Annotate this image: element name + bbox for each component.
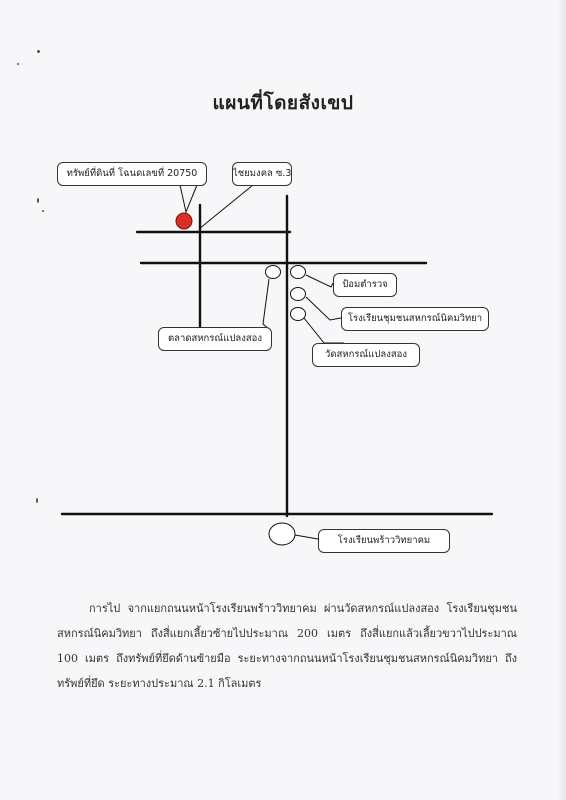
scan-speck	[37, 198, 39, 203]
temple-callout-line	[304, 318, 344, 343]
school-community-label: โรงเรียนชุมชนสหกรณ์นิคมวิทยา	[341, 307, 489, 331]
temple-circle	[291, 308, 306, 321]
scan-speck	[37, 50, 40, 53]
school-community-circle	[291, 288, 306, 301]
police-callout-line	[306, 275, 333, 287]
soi-label: ไชยมงคล ซ.3	[232, 162, 292, 186]
property-callout-line	[180, 185, 197, 212]
market-callout-line	[263, 279, 270, 330]
scan-speck	[36, 498, 38, 503]
property-marker	[176, 213, 192, 229]
school-praw-circle	[269, 523, 295, 545]
soi-callout-line	[199, 185, 253, 229]
school-community-callout-line	[306, 297, 341, 320]
market-label: ตลาดสหกรณ์แปลงสอง	[158, 327, 272, 351]
route-description: การไป จากแยกถนนหน้าโรงเรียนพร้าววิทยาคม ผ่านวัดสหกรณ์แปลงสอง โรงเรียนชุมชนสหกรณ์นิคมวิทยา ถึงสี่แยกเลี้ยวซ้ายไปประมาณ 200 เมตร ถึงสี่แยกแล้วเลี้ยวขวาไปประมาณ 100 เมตร ถึงทรัพย์ที่ยึดด้านซ้ายมือ ระยะทางจากถนนหน้าโรงเรียนชุมชนสหกรณ์นิคมวิทยา ถึงทรัพย์ที่ยึด ระยะทางประมาณ 2.1 กิโลเมตร	[57, 602, 517, 690]
school-praw-callout-line	[295, 535, 318, 539]
temple-label: วัดสหกรณ์แปลงสอง	[312, 343, 420, 367]
property-label: ทรัพย์ที่ดินที่ โฉนดเลขที่ 20750	[57, 162, 207, 186]
school-praw-label: โรงเรียนพร้าววิทยาคม	[318, 529, 450, 553]
police-box-label: ป้อมตำรวจ	[333, 273, 397, 297]
scan-speck	[42, 210, 44, 212]
scan-speck	[17, 63, 19, 65]
map-title: แผนที่โดยสังเขป	[212, 92, 354, 114]
police-box-circle	[291, 266, 306, 279]
market-circle	[266, 266, 281, 279]
